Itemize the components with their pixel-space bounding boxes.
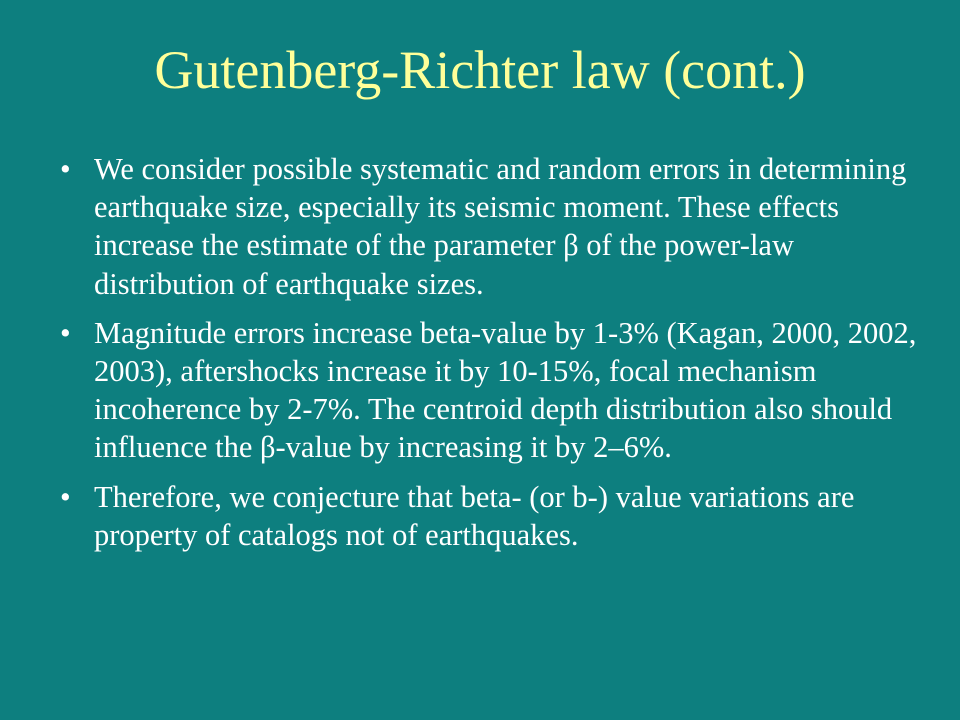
bullet-marker: • [60, 152, 71, 186]
bullet-marker: • [60, 315, 71, 350]
bullet-marker: • [60, 479, 71, 514]
bullet-text: Magnitude errors increase beta-value by 1-3% (Kagan, 2000, 2002, 2003), aftershocks increase it by 10-15%, focal mechanism incoherence by 2-7%. The centroid depth distribution also should influence the β-value by increasing it by 2–6%. [94, 315, 917, 465]
bullet-list [60, 150, 920, 554]
bullet-item-magnitude [60, 314, 920, 467]
bullet-text: We consider possible systematic and random errors in determining earthquake size, especially its seismic moment. These effects increase the estimate of the parameter β of the power-law distribution of earthquake sizes. [94, 152, 907, 301]
bullet-item-conclusion [60, 478, 920, 554]
slide-title: Gutenberg-Richter law (cont.) [154, 40, 806, 100]
bullet-item-errors [60, 150, 920, 303]
bullet-text: Therefore, we conjecture that beta- (or b-) value variations are property of catalogs not of earthquakes. [94, 479, 855, 552]
